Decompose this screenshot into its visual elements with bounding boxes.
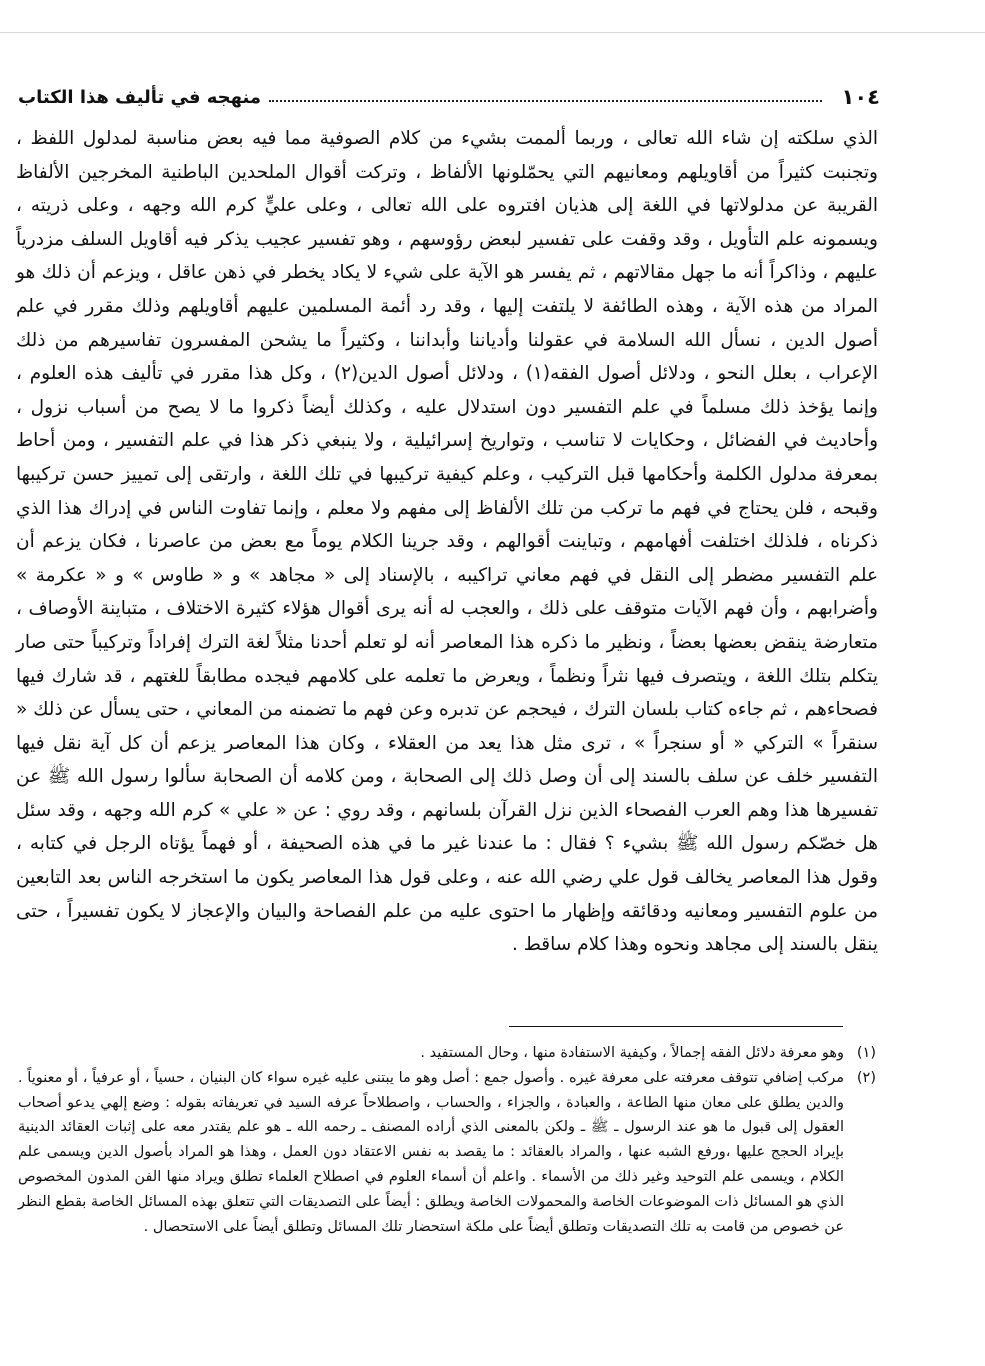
main-text — [16, 122, 878, 962]
body-paragraph: الذي سلكته إن شاء الله تعالى ، وربما ألممت بشيء من كلام الصوفية مما فيه بعض مناسبة لمدلول اللفظ ، وتجنبت كثيراً من أقاويلهم ومعانيهم التي يحمّلونها الألفاظ ، وتركت أقوال الملحدين الباطنية المخرجين الألفاظ القريبة عن مدلولاتها في اللغة إلى هذيان افتروه على الله تعالى ، وعلى عليٍّ كرم الله وجهه ، وعلى ذريته ، ويسمونه علم التأويل ، وقد وقفت على تفسير لبعض رؤوسهم ، وهو تفسير عجيب يذكر فيه أقاويل السلف مزدرياً عليهم ، وذاكراً أنه ما جهل مقالاتهم ، ثم يفسر هو الآية على شيء لا يكاد يخطر في ذهن عاقل ، ويزعم أن ذلك هو المراد من هذه الآية ، وهذه الطائفة لا يلتفت إليها ، وقد رد أئمة المسلمين عليهم أقاويلهم وذلك مقرر في علم أصول الدين ، نسأل الله السلامة في عقولنا وأدياننا وأبداننا ، وكثيراً ما يشحن المفسرون تفاسيرهم من ذلك الإعراب ، بعلل النحو ، ودلائل أصول الفقه(١) ، ودلائل أصول الدين(٢) ، وكل هذا مقرر في تأليف هذه العلوم ، وإنما يؤخذ ذلك مسلماً في علم التفسير دون استدلال عليه ، وكذلك أيضاً ذكروا ما لا يصح من أسباب نزول ، وأحاديث في الفضائل ، وحكايات لا تناسب ، وتواريخ إسرائيلية ، ولا ينبغي ذكر هذا في علم التفسير ، ومن أحاط بمعرفة مدلول الكلمة وأحكامها قبل التركيب ، وعلم كيفية تركيبها في تلك اللغة ، وارتقى إلى تمييز حسن تركيبها وقبحه ، فلن يحتاج في فهم ما تركب من تلك الألفاظ إلى مفهم ولا معلم ، وإنما تفاوت الناس في إدراك هذا الذي ذكرناه ، فلذلك اختلفت أفهامهم ، وتباينت أقوالهم ، وقد جرينا الكلام يوماً مع بعض من عاصرنا ، فكان يزعم أن علم التفسير مضطر إلى النقل في فهم معاني تراكيبه ، بالإسناد إلى « مجاهد » و « طاوس » و « عكرمة » وأضرابهم ، وأن فهم الآيات متوقف على ذلك ، والعجب له أنه يرى أقوال هؤلاء كثيرة الاختلاف ، متباينة الأوصاف ، متعارضة ينقض بعضها بعضاً ، ونظير ما ذكره هذا المعاصر أنه لو تعلم أحدنا مثلاً لغة الترك إفراداً وتركيباً حتى صار يتكلم بتلك اللغة ، ويتصرف فيها نثراً ونظماً ، ويعرض ما تعلمه على كلامهم فيجده مطابقاً للغتهم ، قد شارك فيها فصحاءهم ، ثم جاءه كتاب بلسان الترك ، فيحجم عن تدبره وعن فهم ما تضمنه من المعاني ، حتى يسأل عن ذلك « سنقراً » التركي « أو سنجراً » ، ترى مثل هذا يعد من العقلاء ، وكان هذا المعاصر يزعم أن كل آية نقل فيها التفسير خلف عن سلف بالسند إلى أن وصل ذلك إلى الصحابة ، ومن كلامه أن الصحابة سألوا رسول الله ﷺ عن تفسيرها هذا وهم العرب الفصحاء الذين نزل القرآن بلسانهم ، وقد روي : عن « علي » كرم الله وجهه ، وقد سئل هل خصّكم رسول الله ﷺ بشيء ؟ فقال : ما عندنا غير ما في هذه الصحيفة ، أو فهماً يؤتاه الرجل في كتابه ، وقول هذا المعاصر يخالف قول علي رضي الله عنه ، وعلى قول هذا المعاصر يكون ما استخرجه الناس بعد التابعين من علوم التفسير ومعانيه ودقائقه وإظهار ما احتوى عليه من علم الفصاحة والبيان والإعجاز لا يكون تفسيراً ، حتى ينقل بالسند إلى مجاهد ونحوه وهذا كلام ساقط . — [16, 128, 878, 956]
page-header — [18, 82, 880, 112]
footnote-text: مركب إضافي تتوقف معرفته على معرفة غيره . وأصول جمع : أصل وهو ما يبتنى عليه غيره سواء كان البنيان ، حسياً ، أو عرفياً ، أو معنوياً . والدين يطلق على معان منها الطاعة ، والعبادة ، والجزاء ، والحساب ، واصطلاحاً عرفه السيد في تعريفاته بقوله : وضع إلهي يدعو أصحاب العقول إلى قبول ما هو عند الرسول ـ ﷺ ـ ولكن بالمعنى الذي أراده المصنف ـ رحمه الله ـ هو علم يقتدر معه على إثبات العقائد الدينية بإيراد الحجج عليها ،ورفع الشبه عنها ، والمراد بالعقائد : ما يقصد به نفس الاعتقاد دون العمل ، وهذا هو المراد بأصول الدين ويسمى علم الكلام ، ويسمى علم التوحيد وغير ذلك من الأسماء . واعلم أن أسماء العلوم في اصطلاح العلماء تطلق ويراد منها الفن المدون المخصوص الذي هو المسائل ذات الموضوعات الخاصة والمحمولات الخاصة ويطلق : أيضاً على التصديقات التي تتعلق بهذه المسائل الخاصة بقطع النظر عن خصوص من قامت به تلك التصديقات وتطلق أيضاً على ملكة استحضار تلك المسائل وتطلق أيضاً على الاستحصال . — [18, 1069, 844, 1235]
page-number: ١٠٤ — [841, 85, 880, 109]
footnote — [18, 1041, 876, 1066]
footnote-separator — [509, 1026, 843, 1027]
footnote-text: وهو معرفة دلائل الفقه إجمالاً ، وكيفية الاستفادة منها ، وحال المستفيد . — [420, 1045, 844, 1061]
dotted-leader — [269, 99, 822, 102]
footnote-number: (٢) — [856, 1069, 876, 1086]
footnotes — [18, 1041, 876, 1239]
footnote — [18, 1066, 876, 1240]
scan-edge-line — [0, 32, 985, 33]
running-title: منهجه في تأليف هذا الكتاب — [18, 86, 262, 108]
footnote-number: (١) — [856, 1045, 876, 1061]
